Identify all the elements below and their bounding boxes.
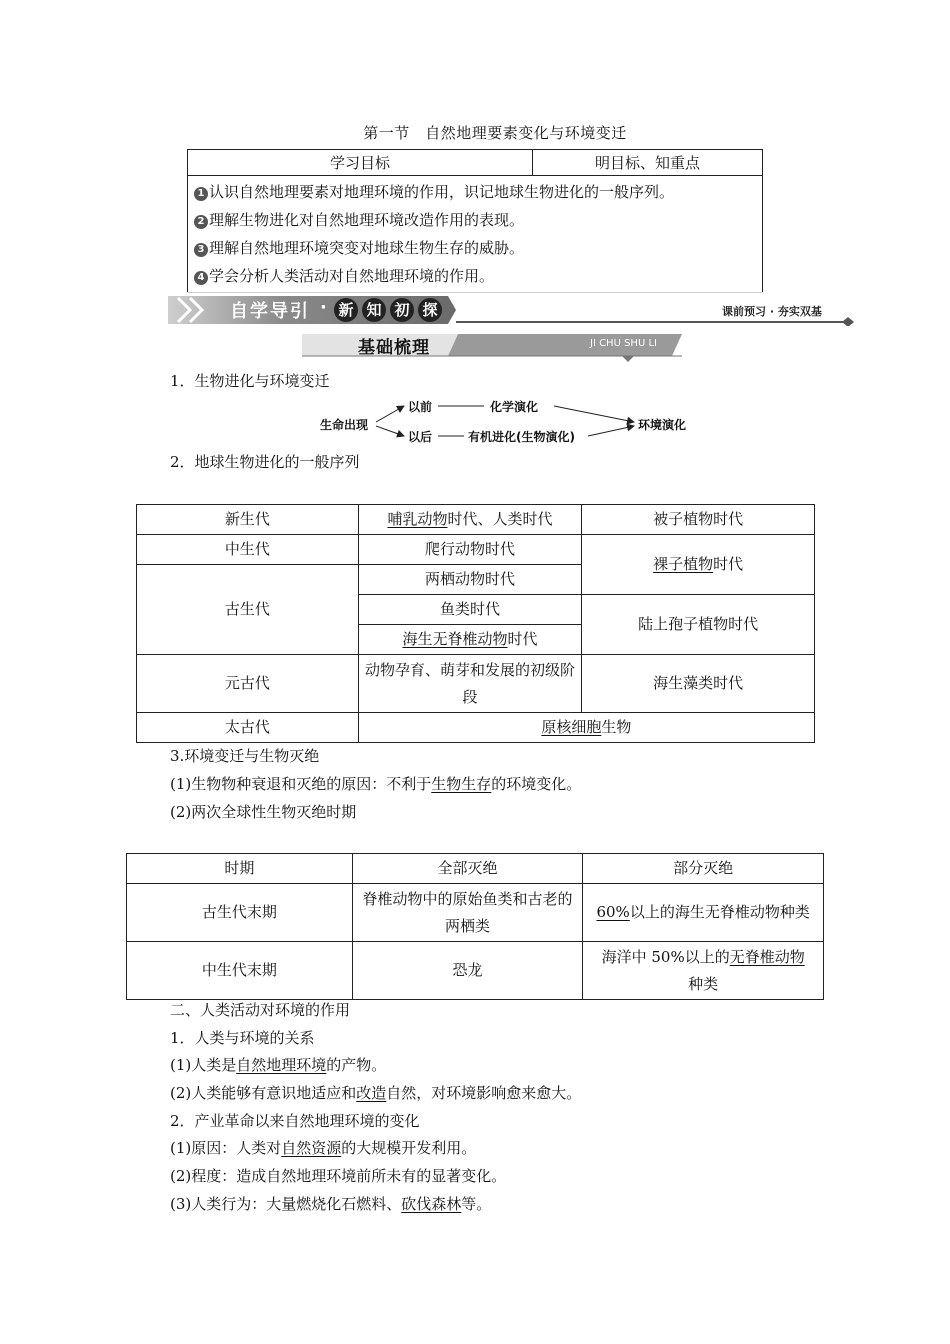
goal-item: 1 认识自然地理要素对地理环境的作用，识记地球生物进化的一般序列。 [194,178,758,206]
number-1-icon: 1 [194,187,208,201]
flow-end: 环境演化 [638,418,687,432]
animal-cell: 哺乳动物时代、人类时代 [358,505,582,535]
banner-char: 新 [334,298,358,322]
animal-cell: 海生无脊椎动物时代 [358,625,582,655]
evolution-table [136,504,815,743]
goals-table [187,149,763,293]
flow-organic: 有机进化(生物演化) [468,430,575,444]
goal-item: 3 理解自然地理环境突变对地球生物生存的威胁。 [194,234,758,262]
goal-item: 2 理解生物进化对自然地理环境改造作用的表现。 [194,206,758,234]
banner-char: 探 [418,298,442,322]
flow-chem: 化学演化 [490,400,539,414]
animal-cell: 鱼类时代 [358,595,582,625]
banner-left-text: 自学导引 [230,301,310,322]
section-heading: 二、人类活动对环境的作用 [170,1001,351,1019]
section-heading: 1．人类与环境的关系 [170,1029,315,1047]
period-cell: 古生代末期 [127,884,353,942]
period-cell: 中生代末期 [127,942,353,1000]
paragraph: (1)生物物种衰退和灭绝的原因：不利于生物生存的环境变化。 [170,775,582,793]
paragraph: (2)程度：造成自然地理环境前所未有的显著变化。 [170,1167,507,1185]
full-extinction-cell: 脊椎动物中的原始鱼类和古老的两栖类 [352,884,583,942]
era-cell: 新生代 [137,505,359,535]
goals-header-left: 学习目标 [188,150,533,176]
banner-right-text: 课前预习 · 夯实双基 [722,305,822,318]
section-heading: 2．产业革命以来自然地理环境的变化 [170,1112,420,1130]
paragraph: (3)人类行为：大量燃烧化石燃料、砍伐森林等。 [170,1195,492,1213]
number-2-icon: 2 [194,215,208,229]
plant-cell: 被子植物时代 [582,505,815,535]
extinction-table [126,853,824,1000]
full-extinction-cell: 恐龙 [352,942,583,1000]
life-cell: 原核细胞生物 [358,713,814,743]
era-cell: 中生代 [137,535,359,565]
era-cell: 元古代 [137,655,359,713]
number-3-icon: 3 [194,243,208,257]
section-heading: 1．生物进化与环境变迁 [170,372,330,390]
section-title: 基础梳理 [358,338,430,358]
section-heading: 2．地球生物进化的一般序列 [170,453,360,471]
goals-header-right: 明目标、知重点 [533,150,763,176]
plant-cell: 海生藻类时代 [582,655,815,713]
sub-banner [302,332,682,360]
banner-dot: · [320,297,327,318]
paragraph: (1)原因：人类对自然资源的大规模开发利用。 [170,1139,477,1157]
goal-item: 4 学会分析人类活动对自然地理环境的作用。 [194,262,758,290]
partial-extinction-cell: 60%以上的海生无脊椎动物种类 [583,884,824,942]
section-banner [168,294,858,326]
banner-char: 初 [390,298,414,322]
animal-cell: 动物孕育、萌芽和发展的初级阶段 [358,655,582,713]
plant-cell: 陆上孢子植物时代 [582,595,815,655]
animal-cell: 两栖动物时代 [358,565,582,595]
header-cell: 全部灭绝 [352,854,583,884]
header-cell: 部分灭绝 [583,854,824,884]
era-cell: 太古代 [137,713,359,743]
section-heading: 3.环境变迁与生物灭绝 [170,747,320,765]
goals-body [188,176,763,293]
evolution-flow-diagram [300,394,687,446]
banner-char: 知 [362,298,386,322]
flow-start: 生命出现 [320,418,369,432]
page-title: 第一节 自然地理要素变化与环境变迁 [363,124,627,142]
era-cell: 古生代 [137,565,359,655]
header-cell: 时期 [127,854,353,884]
flow-after: 以后 [408,430,433,444]
animal-cell: 爬行动物时代 [358,535,582,565]
paragraph: (2)人类能够有意识地适应和改造自然，对环境影响愈来愈大。 [170,1084,582,1102]
plant-cell: 裸子植物时代 [582,535,815,595]
flow-before: 以前 [408,400,433,414]
paragraph: (2)两次全球性生物灭绝时期 [170,803,357,821]
number-4-icon: 4 [194,271,208,285]
paragraph: (1)人类是自然地理环境的产物。 [170,1056,387,1074]
partial-extinction-cell: 海洋中 50%以上的无脊椎动物 种类 [583,942,824,1000]
section-pinyin: JI CHU SHU LI [590,338,657,349]
